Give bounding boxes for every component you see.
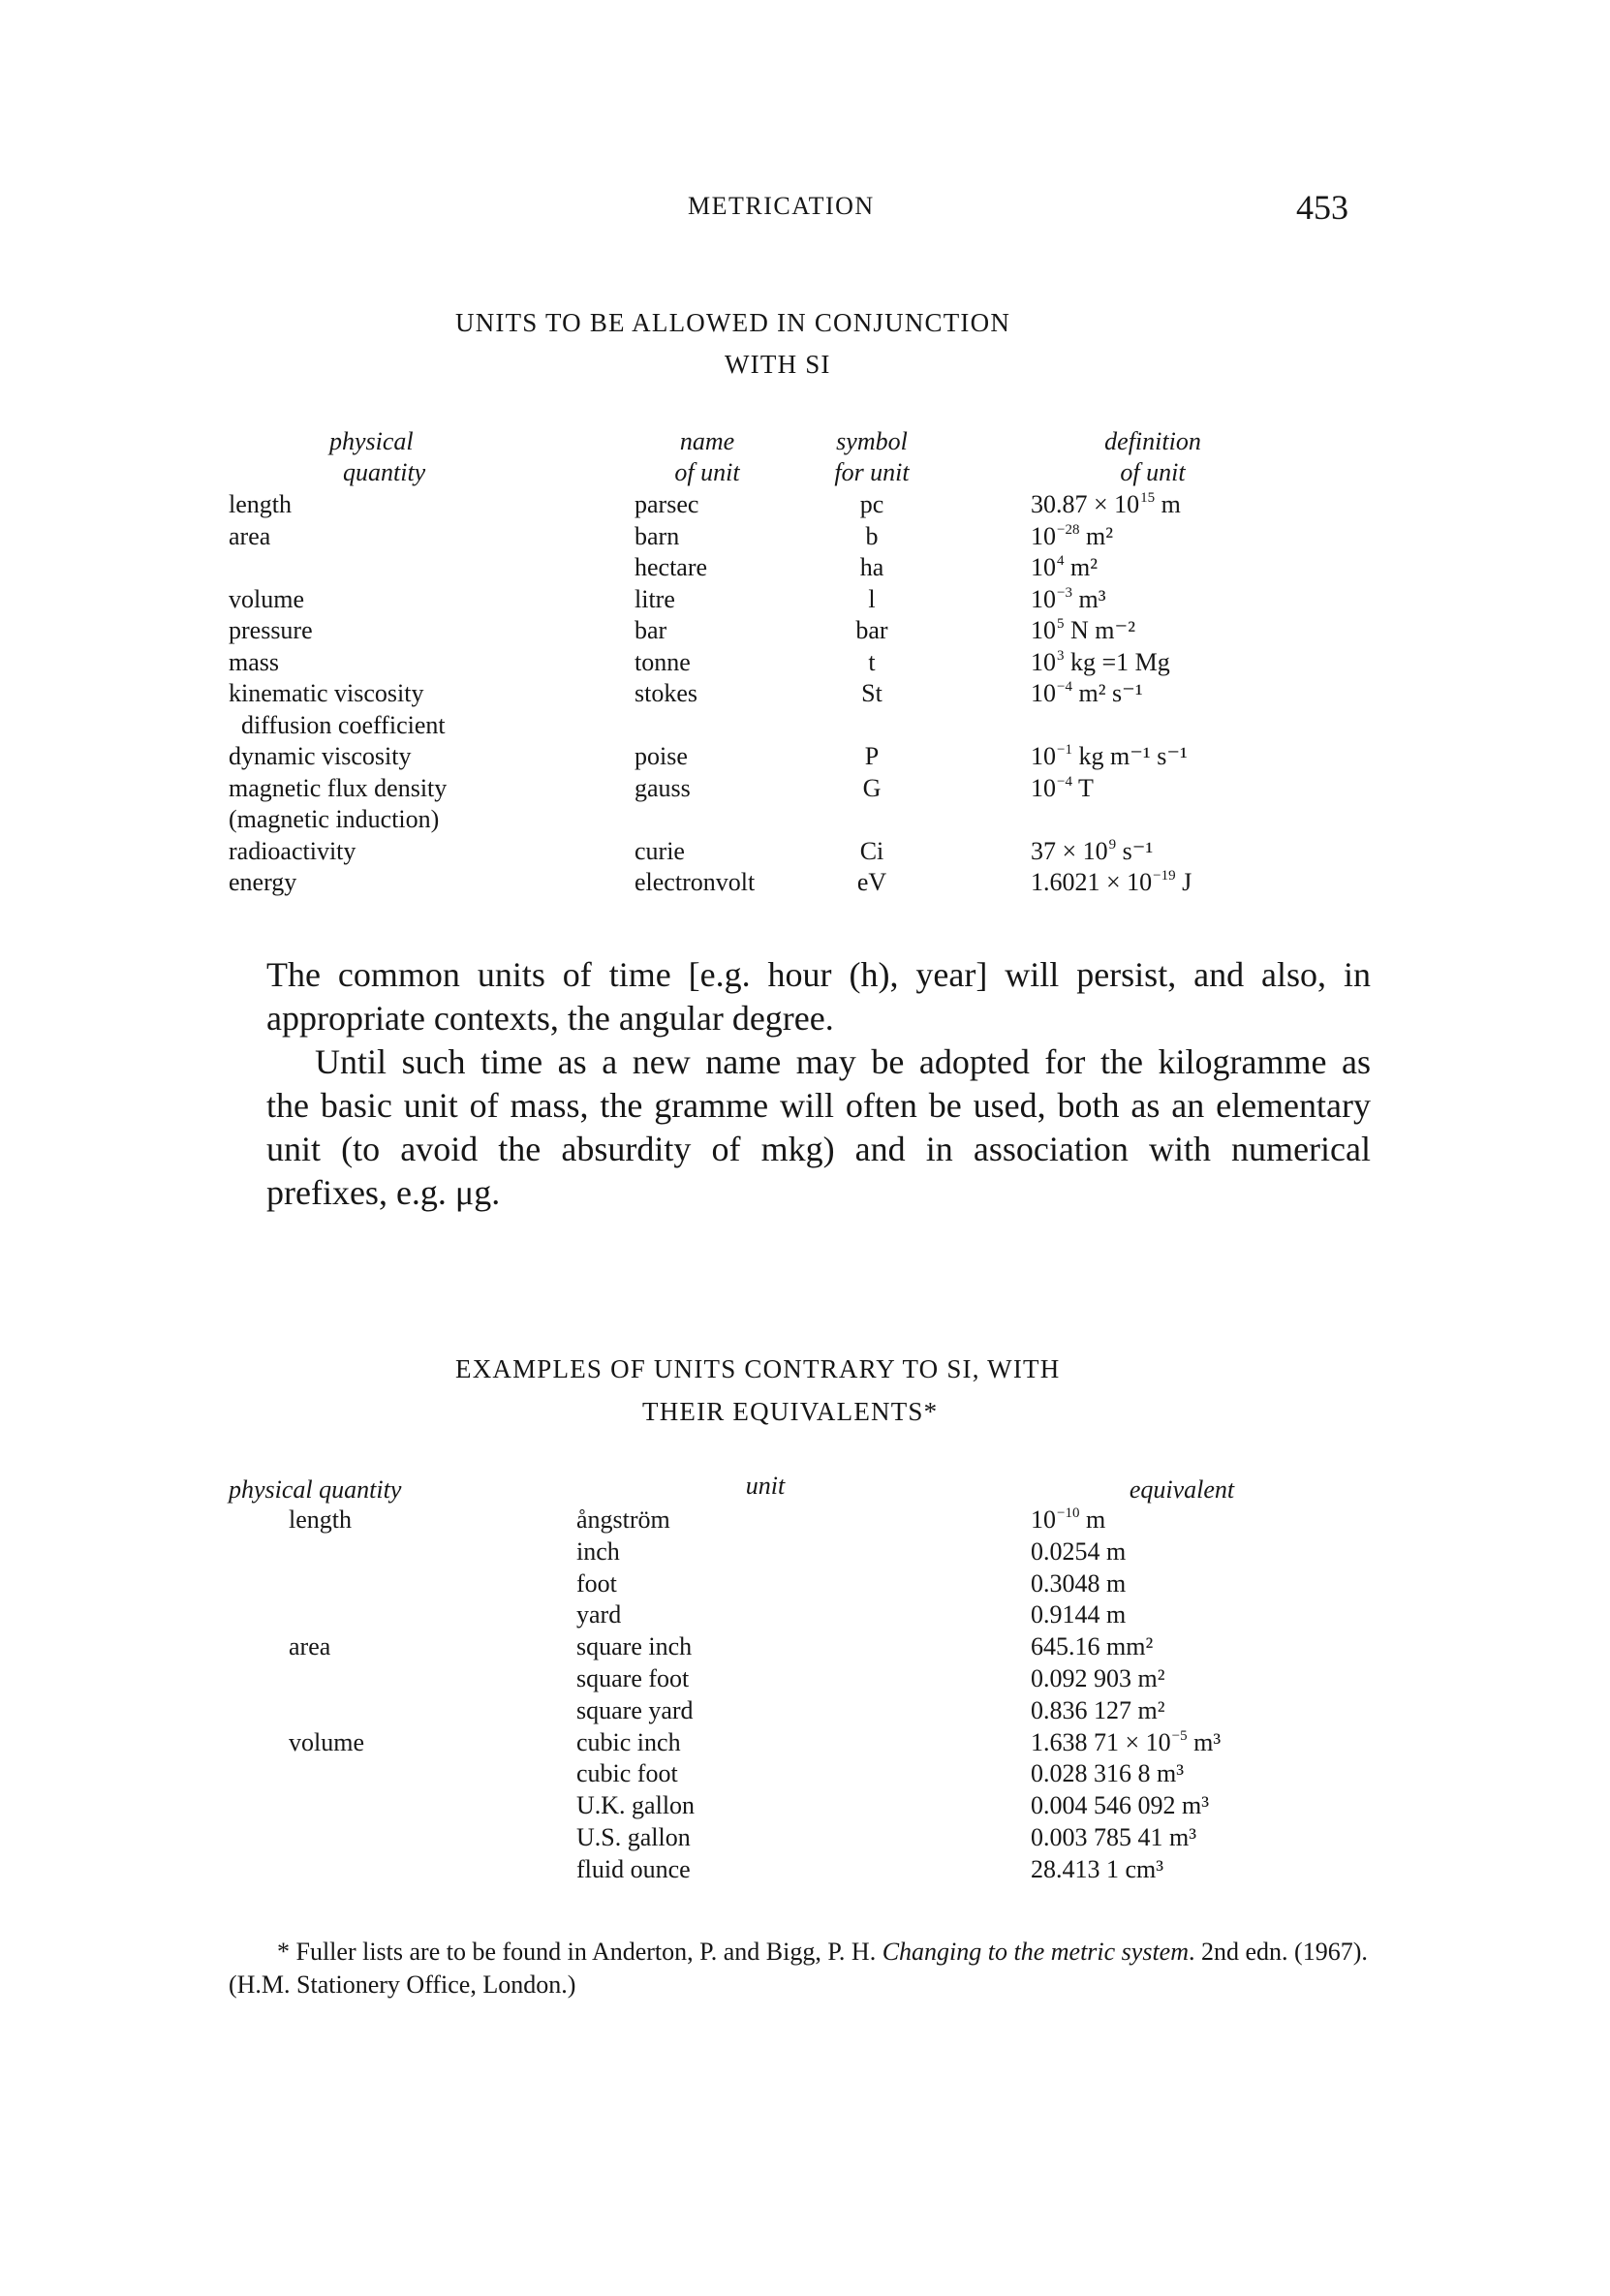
footnote-book-title: Changing to the metric system [882, 1938, 1189, 1966]
table1-header-symbol: symbol [836, 427, 908, 455]
table2-equivalent-base: 645.16 mm² [1031, 1632, 1154, 1661]
paragraph-gramme [266, 1040, 1371, 1215]
table1-row [0, 773, 1610, 805]
table2-equivalent [1031, 1663, 1165, 1695]
table1-definition-unit: kg =1 Mg [1064, 647, 1170, 676]
table2-equivalent [1031, 1790, 1209, 1822]
table2-equivalent-base: 0.836 127 m² [1031, 1695, 1165, 1724]
table1-definition [1031, 584, 1106, 620]
footnote-text-after: . 2nd edn. (1967). (H.M. Stationery Office, London.) [229, 1938, 1368, 1999]
table1-header-quantity: quantity [343, 458, 426, 486]
table1-unit-symbol: l [868, 584, 876, 613]
table1-definition-base: 10 [1031, 647, 1056, 676]
table1-row [0, 647, 1610, 679]
table1-header-symbol: for unit [834, 458, 910, 486]
table1-definition-unit: N m⁻² [1064, 616, 1136, 644]
table1-definition [1031, 647, 1170, 683]
table2-equivalent-exponent: −10 [1057, 1505, 1080, 1521]
table1-unit-name: poise [635, 742, 688, 770]
table2-title: EXAMPLES OF UNITS CONTRARY TO SI, WITH [455, 1354, 1061, 1383]
table2-row [0, 1568, 1610, 1600]
table1-unit-name: tonne [635, 647, 691, 676]
table1-unit-name: parsec [635, 490, 699, 518]
table1-quantity: kinematic viscosity [229, 679, 424, 707]
table2-equivalent [1031, 1536, 1126, 1568]
table1-unit-name: bar [635, 616, 667, 644]
table1-definition-base: 10 [1031, 616, 1056, 644]
table2-equivalent-base: 1.638 71 × 10 [1031, 1727, 1171, 1756]
table2-equivalent-base: 0.004 546 092 m³ [1031, 1791, 1210, 1820]
table2-equivalent [1031, 1822, 1196, 1854]
table2-unit: fluid ounce [576, 1854, 691, 1883]
table1-definition-base: 37 × 10 [1031, 836, 1108, 865]
table1-unit-symbol: St [861, 679, 882, 707]
table2-header-quantity: physical quantity [229, 1475, 402, 1504]
table1-quantity: energy [229, 868, 297, 896]
table1-header-definition: of unit [1120, 458, 1186, 486]
table1-definition-exponent: −19 [1153, 868, 1176, 884]
table1-definition-unit: m² [1079, 521, 1113, 550]
table2-equivalent-base: 0.9144 m [1031, 1600, 1127, 1629]
table1-definition-exponent: 4 [1057, 553, 1065, 569]
footnote-text: Fuller lists are to be found in Anderton, P. and Bigg, P. H. [295, 1938, 882, 1966]
table1-header-name: name [679, 427, 735, 455]
table1-unit-name: gauss [635, 773, 691, 802]
table1-header-definition: definition [1104, 427, 1201, 455]
table2-row [0, 1536, 1610, 1568]
table2-equivalent [1031, 1505, 1105, 1540]
table1-definition-base: 10 [1031, 521, 1056, 550]
table2-equivalent-base: 0.003 785 41 m³ [1031, 1823, 1197, 1851]
table1-definition-unit: m³ [1071, 584, 1106, 613]
table2-unit: cubic inch [576, 1727, 681, 1756]
table1-definition-exponent: −28 [1057, 521, 1080, 538]
table1-title: UNITS TO BE ALLOWED IN CONJUNCTION [455, 308, 1011, 337]
table1-definition-exponent: 5 [1057, 616, 1065, 632]
table1-row [0, 867, 1610, 899]
table2-equivalent [1031, 1599, 1126, 1631]
table2-quantity: length [289, 1505, 352, 1534]
table2-equivalent-base: 10 [1031, 1505, 1056, 1534]
table1-definition-exponent: 9 [1108, 836, 1117, 853]
paragraph-line: appropriate contexts, the angular degree. [266, 999, 834, 1038]
table2-unit: square yard [576, 1695, 694, 1724]
table1-definition-exponent: −1 [1057, 742, 1072, 758]
table1-unit-name: electronvolt [635, 868, 756, 896]
table1-unit-name: stokes [635, 679, 697, 707]
table1-definition-exponent: 15 [1140, 490, 1156, 506]
paragraph-time-units [266, 953, 1371, 1040]
table2-unit: cubic foot [576, 1759, 678, 1788]
table2-equivalent-base: 0.3048 m [1031, 1568, 1127, 1598]
table1-definition-exponent: −4 [1057, 773, 1072, 790]
table1-definition-base: 10 [1031, 584, 1056, 613]
table1-definition-unit: kg m⁻¹ s⁻¹ [1071, 742, 1188, 770]
table2-equivalent-exponent: −5 [1171, 1727, 1188, 1744]
table1-definition-unit: m² [1064, 553, 1099, 581]
table1-definition [1031, 836, 1153, 872]
table2-unit: foot [576, 1568, 617, 1598]
table1-definition-base: 10 [1031, 773, 1056, 802]
paragraph-line: Until such time as a new name may be adopted for the kilogramme as [315, 1042, 1371, 1081]
table1-quantity: pressure [229, 616, 313, 644]
table2-unit: square foot [576, 1664, 690, 1692]
table2-row [0, 1758, 1610, 1790]
table2-header-equivalent: equivalent [1129, 1475, 1235, 1504]
table1-unit-symbol: eV [856, 868, 887, 896]
table2-row [0, 1727, 1610, 1759]
table2-row [0, 1663, 1610, 1695]
running-title: METRICATION [688, 192, 875, 220]
table2-header-unit: unit [745, 1472, 786, 1500]
table1-quantity: radioactivity [229, 836, 356, 865]
table2-equivalent-unit: m [1079, 1505, 1106, 1534]
table1-definition [1031, 521, 1113, 557]
table2-quantity: area [289, 1632, 331, 1661]
table1-definition [1031, 773, 1094, 809]
table1-row [0, 836, 1610, 868]
table1-unit-symbol: bar [855, 616, 888, 644]
table2-equivalent [1031, 1727, 1221, 1763]
table1-quantity: length [229, 490, 292, 518]
table1-definition-base: 10 [1031, 679, 1056, 707]
table2-unit: ångström [576, 1505, 670, 1534]
table1-definition [1031, 489, 1181, 525]
table1-row [0, 615, 1610, 647]
table1-quantity: volume [229, 584, 304, 613]
table1-unit-symbol: pc [859, 490, 884, 518]
table2-equivalent-base: 0.028 316 8 m³ [1031, 1759, 1185, 1788]
table1-unit-name: hectare [635, 553, 708, 581]
table1-definition-unit: m² s⁻¹ [1071, 679, 1143, 707]
paragraph-line: the basic unit of mass, the gramme will often be used, both as an elementary [266, 1086, 1371, 1125]
table2-unit: inch [576, 1536, 620, 1566]
table1-unit-symbol: Ci [859, 836, 884, 865]
table1-definition [1031, 615, 1135, 651]
table1-definition-unit: m [1155, 490, 1181, 518]
table1-definition-base: 10 [1031, 742, 1056, 770]
table1-row [0, 710, 1610, 742]
table1-definition-unit: s⁻¹ [1116, 836, 1154, 865]
table1-definition-base: 30.87 × 10 [1031, 490, 1140, 518]
table2-equivalent-base: 0.092 903 m² [1031, 1664, 1165, 1692]
table2-equivalent-unit: m³ [1187, 1727, 1222, 1756]
footnote-marker: * [277, 1938, 296, 1966]
table1-unit-symbol: ha [859, 553, 884, 581]
table1-row [0, 584, 1610, 616]
table2-row [0, 1854, 1610, 1886]
table2-row [0, 1790, 1610, 1822]
table1-title-line2: WITH SI [725, 350, 831, 379]
table1-row [0, 804, 1610, 836]
table2-row [0, 1505, 1610, 1536]
table2-quantity: volume [289, 1727, 364, 1756]
table1-definition [1031, 867, 1192, 903]
table1-definition-exponent: −3 [1057, 584, 1072, 601]
table2-equivalent [1031, 1758, 1184, 1790]
table1-unit-name: curie [635, 836, 685, 865]
table1-quantity: magnetic flux density [229, 773, 448, 802]
table1-unit-name: barn [635, 521, 680, 550]
page-number: 453 [1296, 188, 1348, 227]
table2-equivalent [1031, 1854, 1163, 1886]
table1-definition [1031, 552, 1098, 588]
table2-row [0, 1695, 1610, 1727]
table2-row [0, 1631, 1610, 1663]
table1-row [0, 489, 1610, 521]
table2-unit: yard [576, 1600, 622, 1629]
table1-unit-symbol: b [865, 521, 879, 550]
table1-unit-name: litre [635, 584, 675, 613]
table2-equivalent-base: 28.413 1 cm³ [1031, 1854, 1164, 1883]
table1-definition-exponent: −4 [1057, 679, 1072, 695]
table2-equivalent-base: 0.0254 m [1031, 1536, 1127, 1566]
table1-definition-base: 10 [1031, 553, 1056, 581]
table1-unit-symbol: G [862, 773, 882, 802]
table1-definition-unit: J [1175, 868, 1192, 896]
table2-equivalent [1031, 1695, 1165, 1727]
table1-row [0, 741, 1610, 773]
table2-unit: U.S. gallon [576, 1823, 691, 1851]
table1-definition [1031, 678, 1143, 714]
table1-unit-symbol: P [864, 742, 880, 770]
table1-definition-base: 1.6021 × 10 [1031, 868, 1153, 896]
table1-unit-symbol: t [868, 647, 876, 676]
paragraph-line: The common units of time [e.g. hour (h), year] will persist, and also, in [266, 955, 1371, 994]
table2-unit: square inch [576, 1632, 693, 1661]
table1-definition-unit: T [1071, 773, 1094, 802]
table1-header-quantity: physical [329, 427, 414, 455]
footnote [229, 1936, 1372, 2001]
table2-equivalent [1031, 1631, 1153, 1663]
table1-quantity: dynamic viscosity [229, 742, 412, 770]
table2-unit: U.K. gallon [576, 1791, 696, 1820]
table1-row [0, 552, 1610, 584]
table1-header-name: of unit [674, 458, 740, 486]
table1-row [0, 678, 1610, 710]
table2-row [0, 1599, 1610, 1631]
paragraph-line: prefixes, e.g. μg. [266, 1173, 501, 1212]
table2-row [0, 1822, 1610, 1854]
table2-title-line2: THEIR EQUIVALENTS* [642, 1397, 939, 1426]
table1-quantity: area [229, 521, 271, 550]
table1-quantity: mass [229, 647, 279, 676]
table1-quantity: diffusion coefficient [229, 710, 446, 739]
table1-quantity: (magnetic induction) [229, 805, 440, 833]
table1-definition [1031, 741, 1188, 777]
table1-row [0, 521, 1610, 553]
table2-equivalent [1031, 1568, 1126, 1600]
paragraph-line: unit (to avoid the absurdity of mkg) and in association with numerical [266, 1130, 1371, 1168]
table1-definition-exponent: 3 [1057, 647, 1065, 664]
